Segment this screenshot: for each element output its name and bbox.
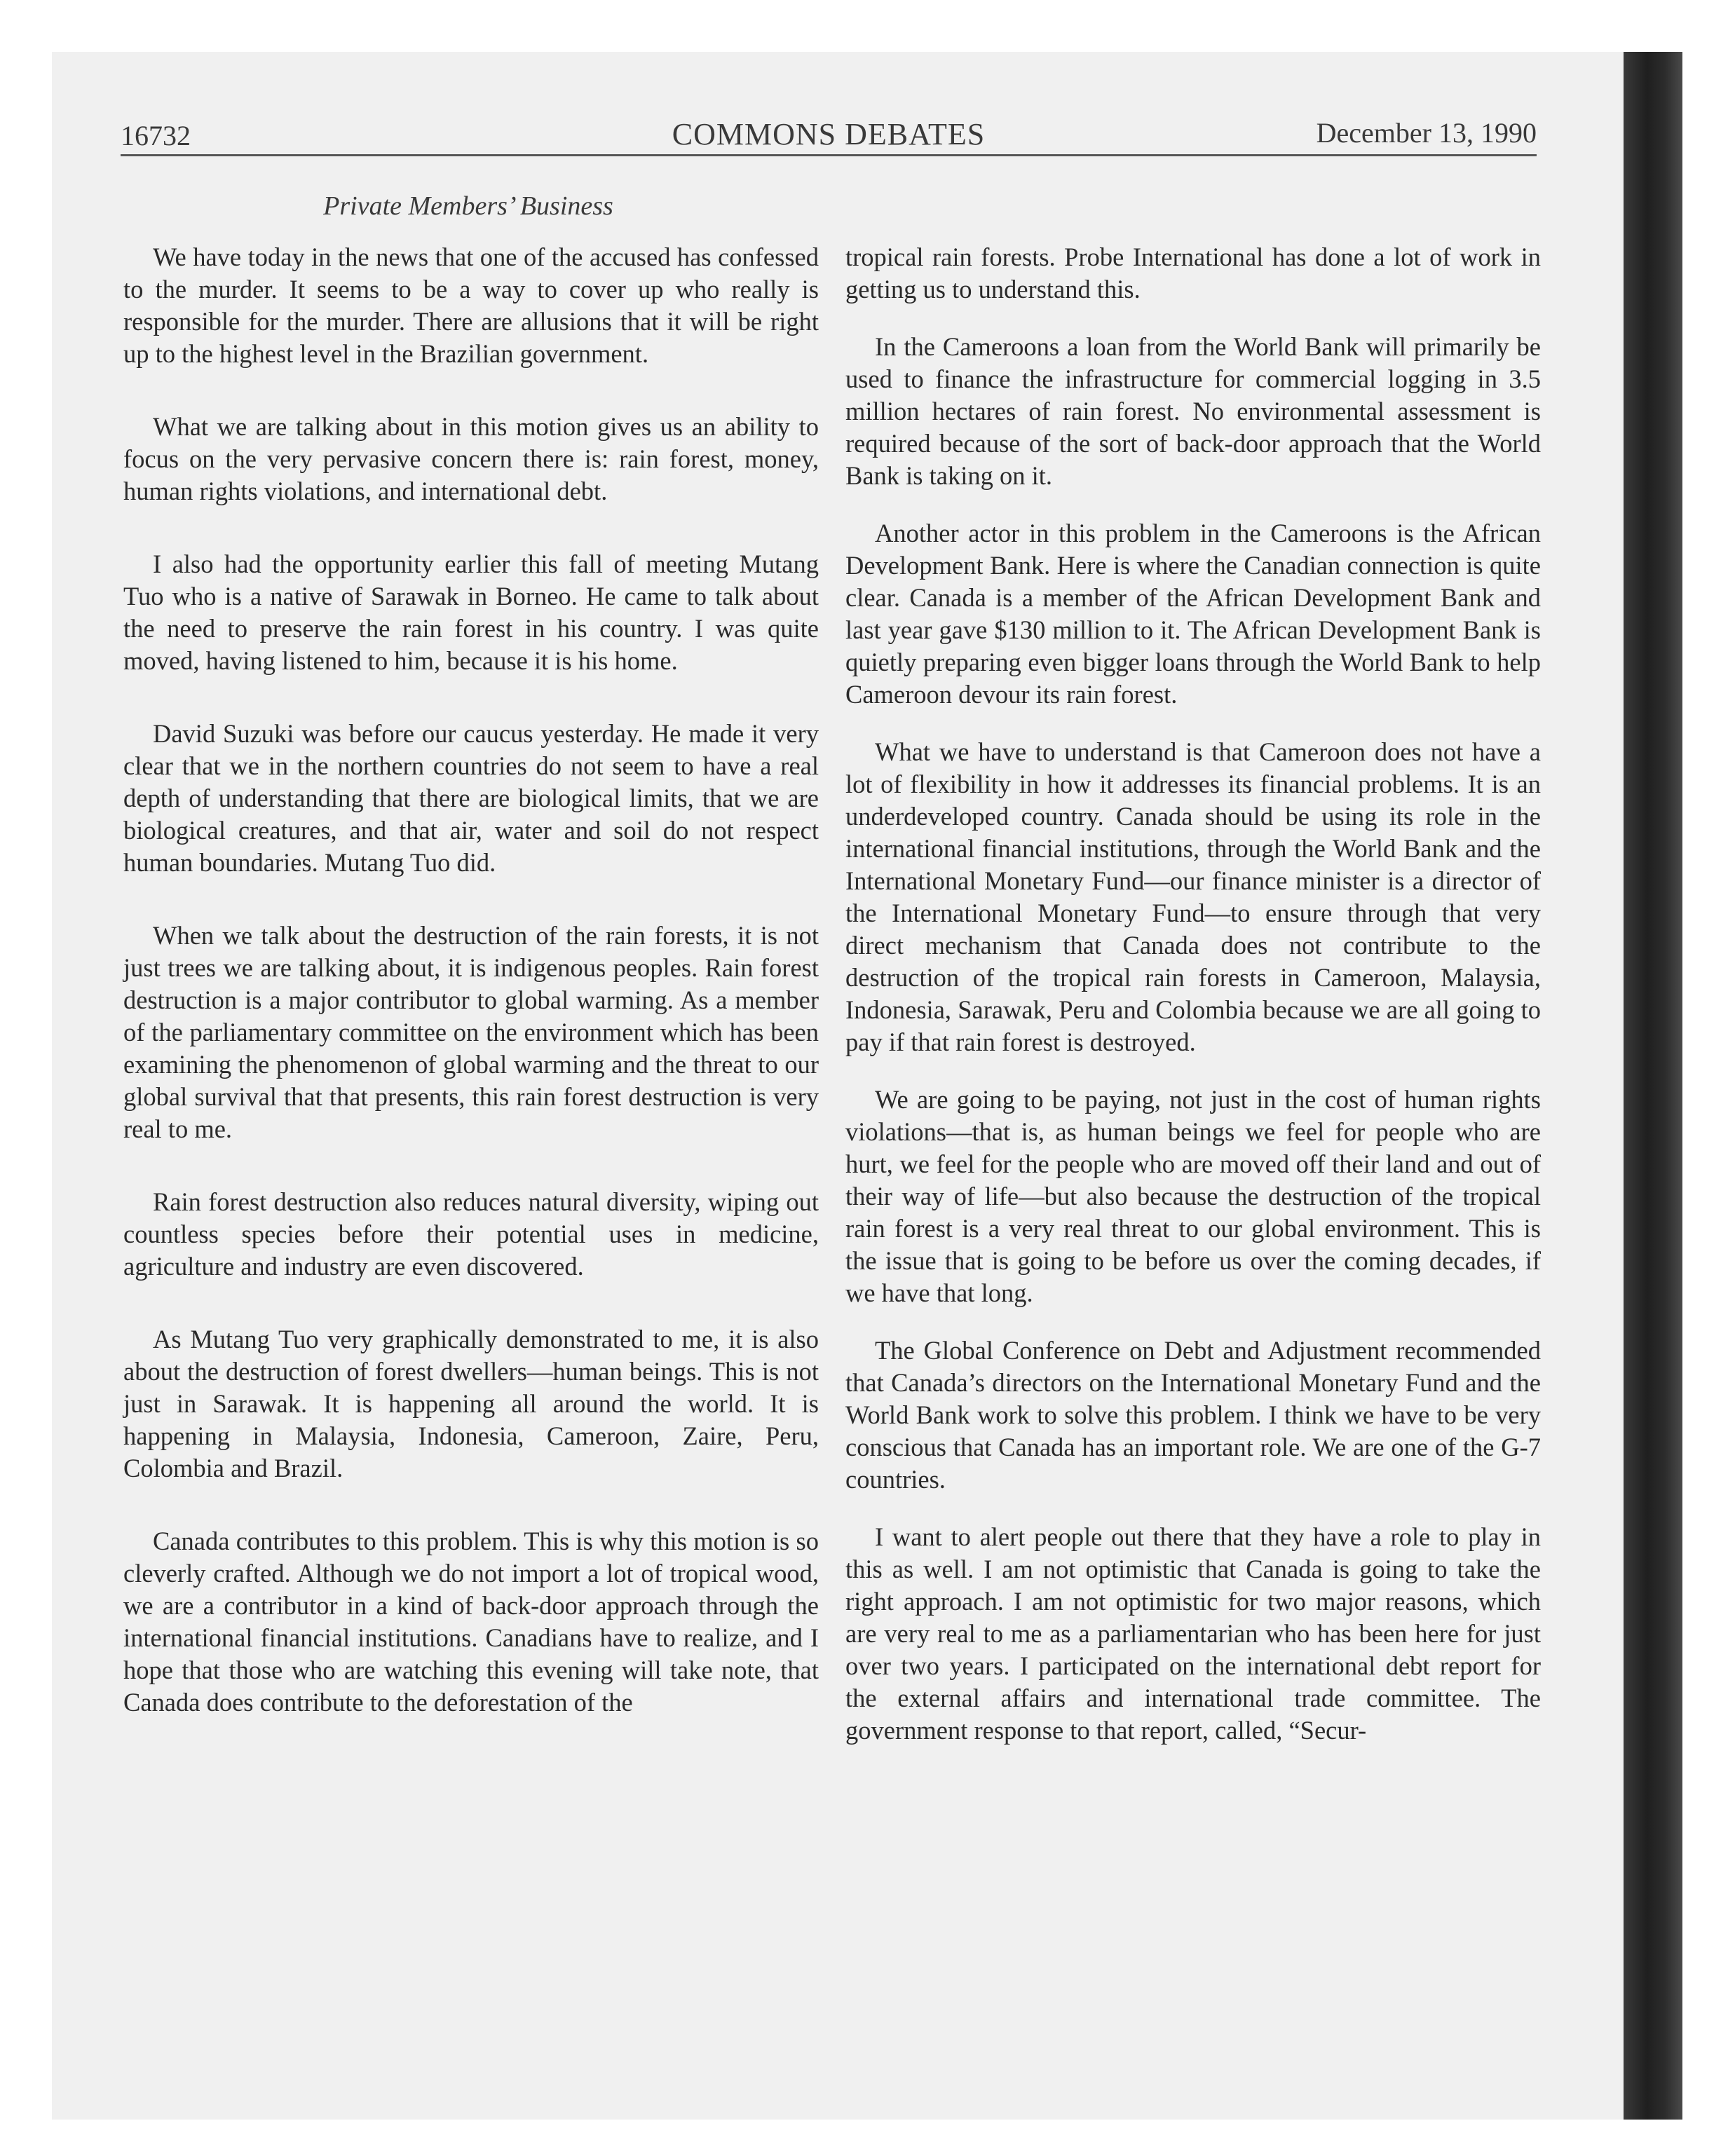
paragraph: We have today in the news that one of the accused has confessed to the murder. It seems to be a way to cover up who really is responsible for the murder. There are allusions that it will be right up to the highest level in the Brazilian government.	[123, 243, 819, 368]
paragraph: I want to alert people out there that they have a role to play in this as well. I am not optimistic that Canada is going to take the right approach. I am not optimistic for two major reasons, which are very real to me as a parliamentarian who has been here for just over two years. I participated on the international debt report for the external affairs and international trade committee. The government response to that report, called, “Secur-	[845, 1522, 1541, 1745]
paragraph: The Global Conference on Debt and Adjustment recommended that Canada’s directors on the International Monetary Fund and the World Bank work to solve this problem. I think we have to be very conscious that Canada has an important role. We are one of the G-7 countries.	[845, 1336, 1541, 1494]
paragraph: I also had the opportunity earlier this fall of meeting Mutang Tuo who is a native of Sarawak in Borneo. He came to talk about the need to preserve the rain forest in his country. I was quite moved, having listened to him, because it is his home.	[123, 550, 819, 675]
left-column	[123, 241, 819, 1759]
paragraph: Canada contributes to this problem. This is why this motion is so cleverly crafted. Although we do not import a lot of tropical wood, we are a contributor in a kind of back-door approach through the international financial institutions. Canadians have to realize, and I hope that those who are watching this evening will take note, that Canada does contribute to the deforestation of the	[123, 1527, 819, 1717]
paragraph: As Mutang Tuo very graphically demonstrated to me, it is also about the destruction of forest dwellers—human beings. This is not just in Sarawak. It is happening all around the world. It is happening in Malaysia, Indonesia, Cameroon, Zaire, Peru, Colombia and Brazil.	[123, 1325, 819, 1482]
scan-binding-edge	[1624, 52, 1682, 2120]
header-rule	[121, 154, 1537, 156]
page-date: December 13, 1990	[1316, 117, 1537, 149]
paragraph: In the Cameroons a loan from the World Bank will primarily be used to finance the infrastructure for commercial logging in 3.5 million hectares of rain forest. No environmental assessment is required because of the sort of back-door approach that the World Bank is taking on it.	[845, 332, 1541, 490]
journal-title: COMMONS DEBATES	[672, 117, 986, 151]
paragraph: Another actor in this problem in the Cameroons is the African Development Bank. Here is where the Canadian connection is quite clear. Canada is a member of the African Development Bank and last year gave $130 million to it. The African Development Bank is quietly preparing even bigger loans through the World Bank to help Cameroon devour its rain forest.	[845, 519, 1541, 709]
section-label: Private Members’ Business	[323, 191, 613, 221]
paragraph: David Suzuki was before our caucus yesterday. He made it very clear that we in the northern countries do not seem to have a real depth of understanding that there are biological limits, that we are biological creatures, and that air, water and soil do not respect human boundaries. Mutang Tuo did.	[123, 719, 819, 877]
paragraph: Rain forest destruction also reduces natural diversity, wiping out countless species before their potential uses in medicine, agriculture and industry are even discovered.	[123, 1187, 819, 1281]
paragraph: What we are talking about in this motion gives us an ability to focus on the very pervasive concern there is: rain forest, money, human rights violations, and international debt.	[123, 412, 819, 505]
paragraph: When we talk about the destruction of the rain forests, it is not just trees we are talking about, it is indigenous peoples. Rain forest destruction is a major contributor to global warming. As a member of the parliamentary committee on the environment which has been examining the phenomenon of global warming and the threat to our global survival that that presents, this rain forest destruction is very real to me.	[123, 921, 819, 1143]
paragraph: We are going to be paying, not just in the cost of human rights violations—that is, as human beings we feel for people who are hurt, we feel for the people who are moved off their land and out of their way of life—but also because the destruction of the tropical rain forest is a very real threat to our global environment. This is the issue that is going to be before us over the coming decades, if we have that long.	[845, 1085, 1541, 1307]
continued-paragraph: tropical rain forests. Probe International has done a lot of work in getting us to understand this.	[845, 243, 1541, 303]
paragraph: What we have to understand is that Cameroon does not have a lot of flexibility in how it addresses its financial problems. It is an underdeveloped country. Canada should be using its role in the international financial institutions, through the World Bank and the International Monetary Fund—our finance minister is a director of the International Monetary Fund—to ensure through that very direct mechanism that Canada does not contribute to the destruction of the tropical rain forests in Cameroon, Malaysia, Indonesia, Sarawak, Peru and Colombia because we are all going to pay if that rain forest is destroyed.	[845, 737, 1541, 1056]
right-column	[845, 241, 1541, 1772]
page-header	[121, 112, 1537, 157]
page-number: 16732	[121, 120, 191, 151]
